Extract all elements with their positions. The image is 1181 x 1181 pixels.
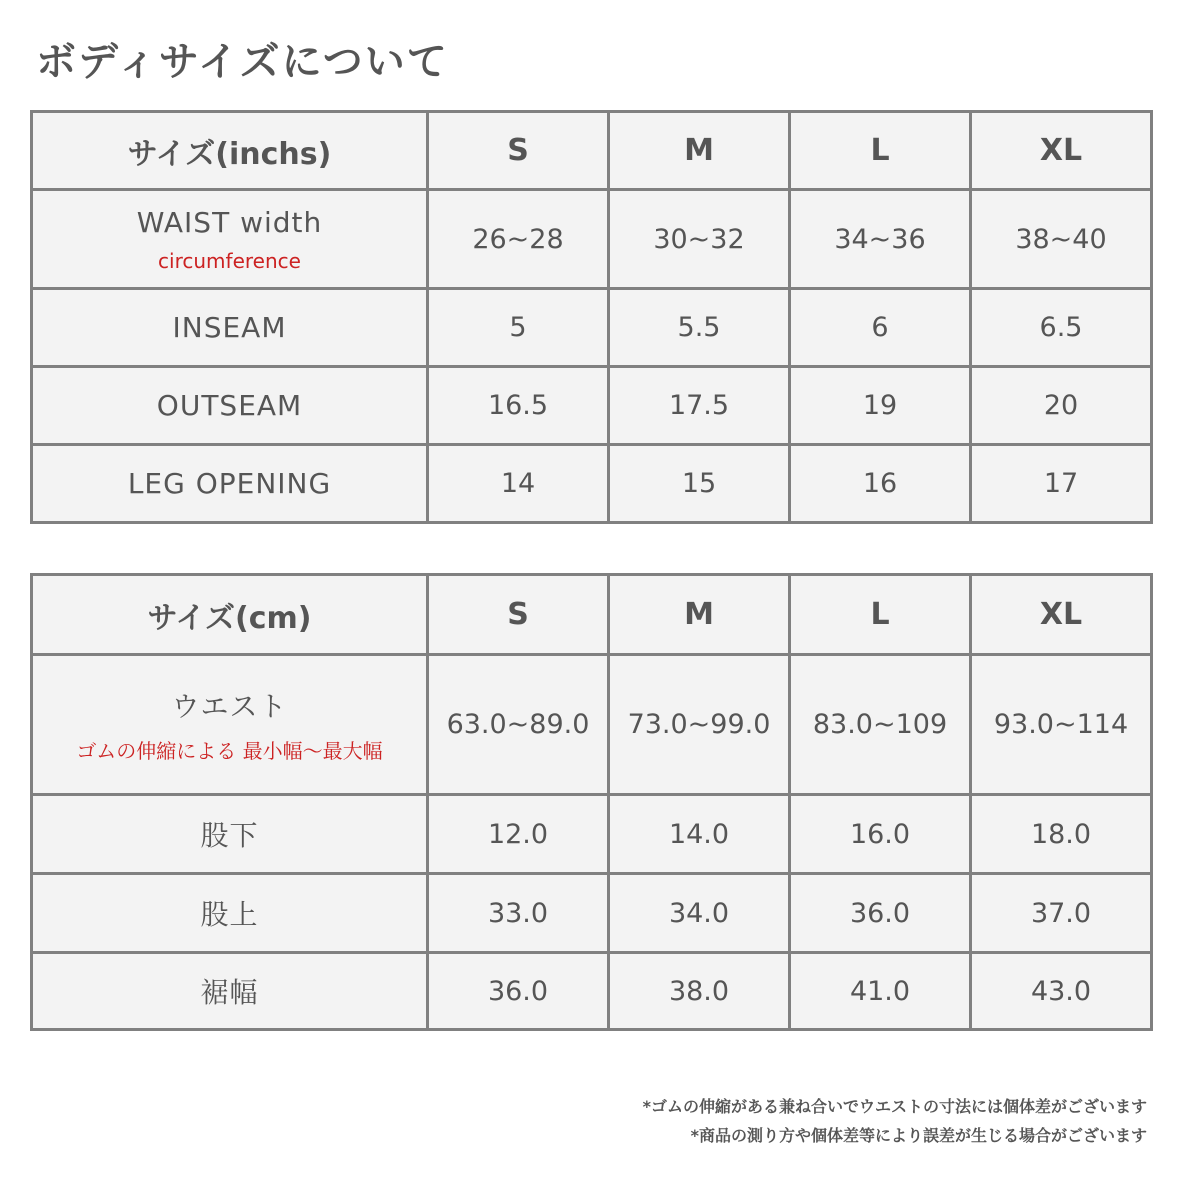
row-note: circumference: [158, 248, 301, 273]
table-row: [32, 655, 1152, 795]
table-header-row: [32, 575, 1152, 655]
cell-value: 16.5: [428, 367, 609, 445]
cell-value: 34~36: [790, 190, 971, 289]
header-size-xl: XL: [971, 575, 1152, 655]
table-row: [32, 953, 1152, 1030]
cell-value: 38.0: [609, 953, 790, 1030]
cell-value: 16.0: [790, 795, 971, 874]
cell-value: 63.0~89.0: [428, 655, 609, 795]
header-size-m: M: [609, 575, 790, 655]
page-title: ボディサイズについて: [36, 39, 449, 85]
cell-value: 26~28: [428, 190, 609, 289]
table-row: [32, 289, 1152, 367]
table-header-row: [32, 112, 1152, 190]
row-label: 股下: [32, 795, 428, 874]
row-label: 裾幅: [32, 953, 428, 1030]
cell-value: 17.5: [609, 367, 790, 445]
header-size-l: L: [790, 575, 971, 655]
header-size-xl: XL: [971, 112, 1152, 190]
row-label: [32, 190, 428, 289]
row-label-text: ウエスト: [171, 690, 288, 723]
table-row: [32, 190, 1152, 289]
cell-value: 5: [428, 289, 609, 367]
cell-value: 6.5: [971, 289, 1152, 367]
cell-value: 12.0: [428, 795, 609, 874]
cell-value: 38~40: [971, 190, 1152, 289]
cell-value: 20: [971, 367, 1152, 445]
header-size-label: サイズ(cm): [32, 575, 428, 655]
cell-value: 14.0: [609, 795, 790, 874]
row-label: OUTSEAM: [32, 367, 428, 445]
cell-value: 33.0: [428, 874, 609, 953]
cell-value: 43.0: [971, 953, 1152, 1030]
row-label: LEG OPENING: [32, 445, 428, 523]
row-label: INSEAM: [32, 289, 428, 367]
cell-value: 36.0: [790, 874, 971, 953]
cell-value: 6: [790, 289, 971, 367]
header-size-label: サイズ(inchs): [32, 112, 428, 190]
cell-value: 37.0: [971, 874, 1152, 953]
cell-value: 15: [609, 445, 790, 523]
row-note: ゴムの伸縮による 最小幅～最大幅: [76, 739, 383, 763]
row-label: [32, 655, 428, 795]
cell-value: 14: [428, 445, 609, 523]
cell-value: 93.0~114: [971, 655, 1152, 795]
cell-value: 18.0: [971, 795, 1152, 874]
size-table-cm: [30, 573, 1153, 1031]
cell-value: 17: [971, 445, 1152, 523]
table-row: [32, 874, 1152, 953]
cell-value: 30~32: [609, 190, 790, 289]
cell-value: 5.5: [609, 289, 790, 367]
header-size-m: M: [609, 112, 790, 190]
header-size-s: S: [428, 575, 609, 655]
size-table-inches: [30, 110, 1153, 524]
row-label: 股上: [32, 874, 428, 953]
row-label-text: WAIST width: [136, 205, 323, 239]
footnotes: [643, 1092, 1147, 1150]
cell-value: 16: [790, 445, 971, 523]
table-row: [32, 795, 1152, 874]
cell-value: 73.0~99.0: [609, 655, 790, 795]
cell-value: 83.0~109: [790, 655, 971, 795]
table-row: [32, 445, 1152, 523]
cell-value: 41.0: [790, 953, 971, 1030]
cell-value: 36.0: [428, 953, 609, 1030]
footnote: *ゴムの伸縮がある兼ね合いでウエストの寸法には個体差がございます: [642, 1097, 1147, 1116]
header-size-l: L: [790, 112, 971, 190]
header-size-s: S: [428, 112, 609, 190]
cell-value: 19: [790, 367, 971, 445]
cell-value: 34.0: [609, 874, 790, 953]
table-row: [32, 367, 1152, 445]
footnote: *商品の測り方や個体差等により誤差が生じる場合がございます: [690, 1126, 1147, 1145]
